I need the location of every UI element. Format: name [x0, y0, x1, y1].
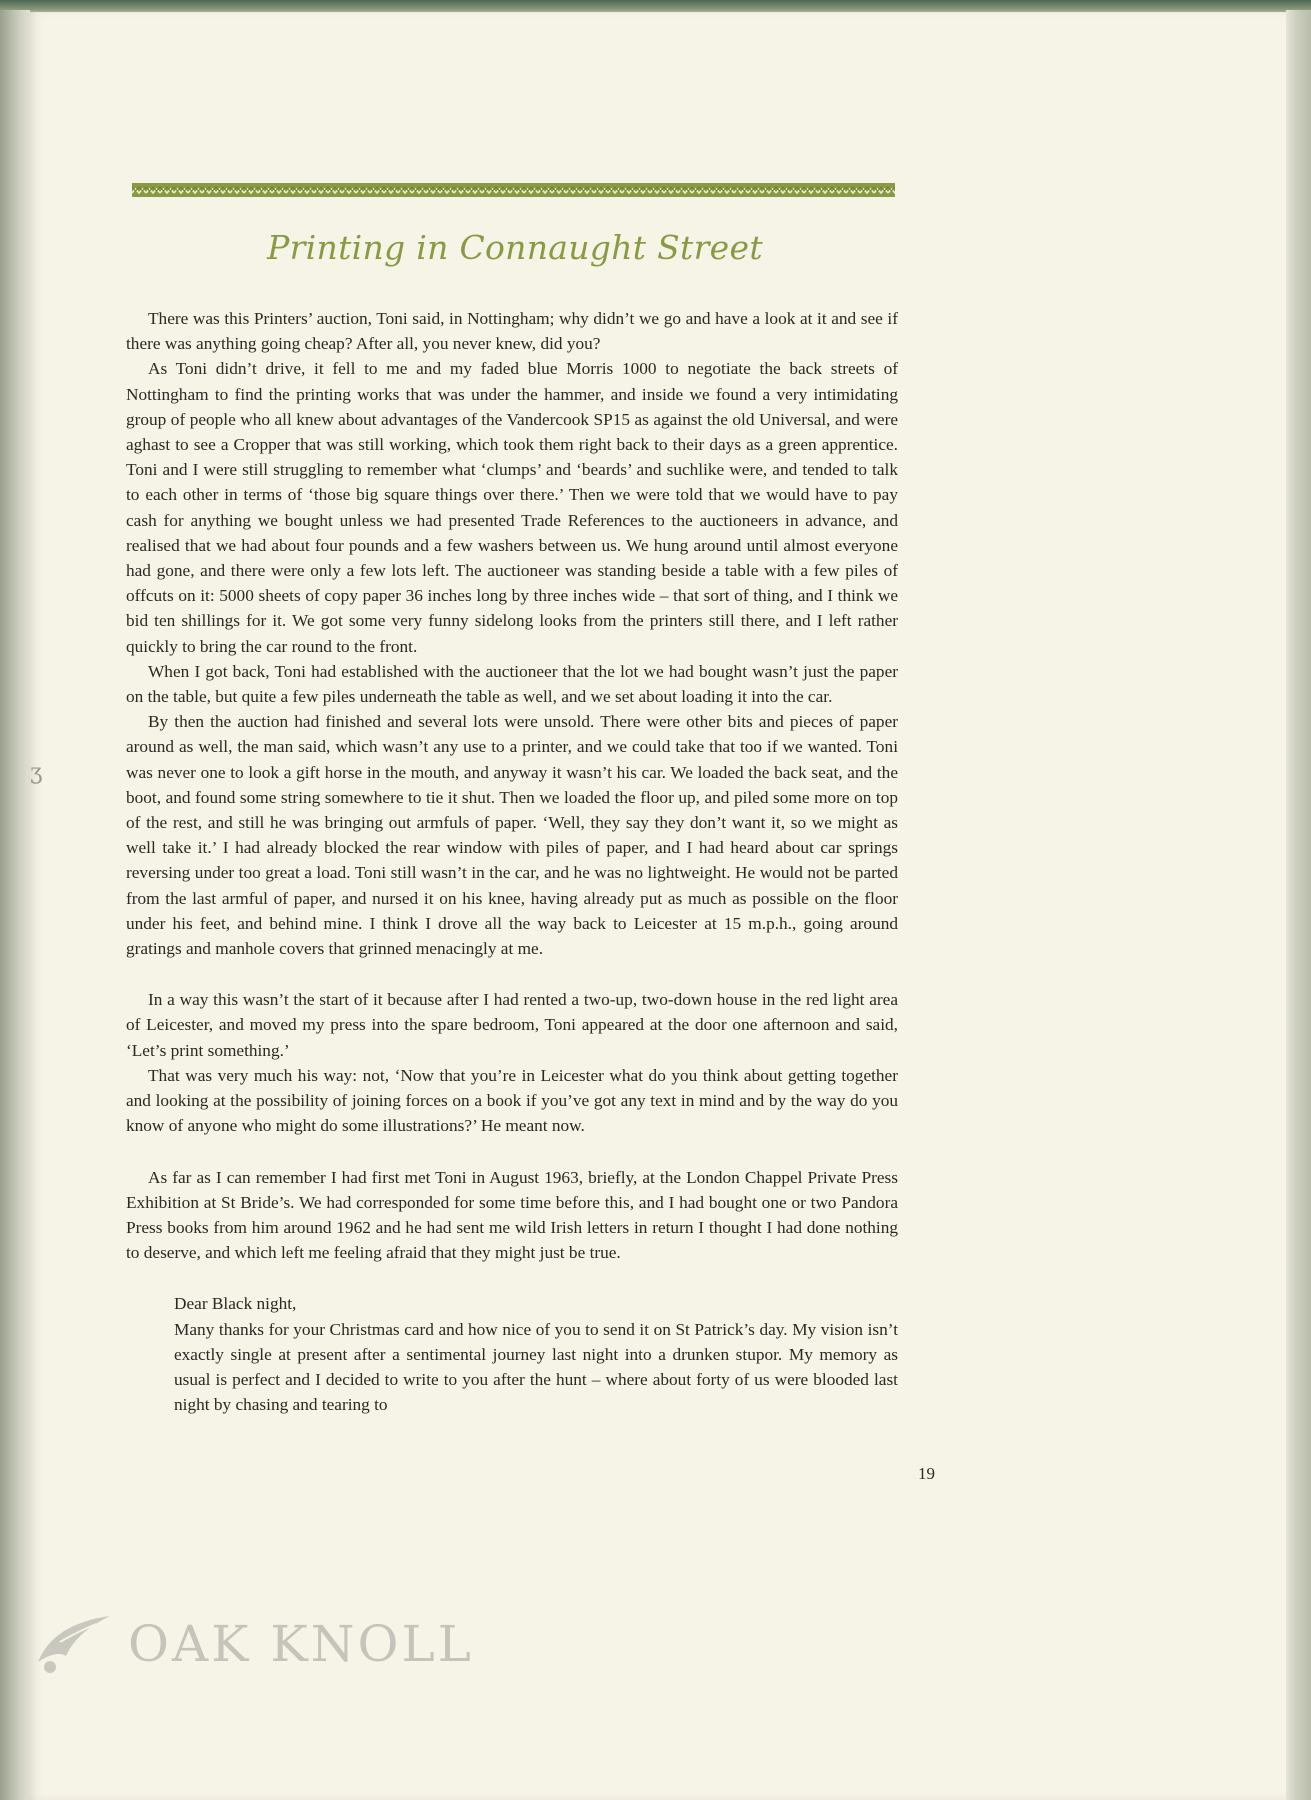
chapter-title: Printing in Connaught Street: [267, 228, 763, 267]
oak-knoll-logo-icon: [30, 1612, 118, 1676]
decorative-rule: [132, 183, 895, 197]
book-gutter: [0, 10, 30, 1800]
letter-salutation: Dear Black night,: [174, 1294, 297, 1314]
paragraph: By then the auction had finished and several lots were unsold. There were other bits and pieces of paper around as well, the man said, which wasn’t any use to a printer, and we could take that too if we wanted. Toni was never one to look a gift horse in the mouth, and anyway it wasn’t his car. We loaded the back seat, and the boot, and found some string somewhere to tie it shut. Then we loaded the floor up, and piled some more on top of the rest, and still he was bringing out armfuls of paper. ‘Well, they say they don’t want it, so we might as well take it.’ I had already blocked the rear window with piles of paper, and I had heard about car springs reversing under too great a load. Toni still wasn’t in the car, and he was no lightweight. He would not be parted from the last armful of paper, and nursed it on his knee, having already put as much as possible on the floor under his feet, and behind mine. I think I drove all the way back to Leicester at 15 m.p.h., going around gratings and manhole covers that grinned menacingly at me.: [126, 712, 898, 959]
paragraph: That was very much his way: not, ‘Now that you’re in Leicester what do you think about getting together and looking at the possibility of joining forces on a book if you’ve got any text in mind and by the way do you know of anyone who might do some illustrations?’ He meant now.: [126, 1065, 898, 1136]
paragraph: As Toni didn’t drive, it fell to me and my faded blue Morris 1000 to negotiate the back streets of Nottingham to find the printing works that was under the hammer, and inside we found a very intimidating group of people who all knew about advantages of the Vandercook SP15 as against the old Universal, and were aghast to see a Cropper that was still working, which took them right back to their days as a green apprentice. Toni and I were still struggling to remember what ‘clumps’ and ‘beards’ and suchlike were, and tended to talk to each other in terms of ‘those big square things over there.’ Then we were told that we would have to pay cash for anything we bought unless we had presented Trade References to the auctioneers in advance, and realised that we had about four pounds and a few washers between us. We hung around until almost everyone had gone, and there were only a few lots left. The auctioneer was standing beside a table with a few piles of offcuts on it: 5000 sheets of copy paper 36 inches long by three inches wide – that sort of thing, and I think we bid ten shillings for it. We got some very funny sidelong looks from the printers still there, and I left rather quickly to bring the car round to the front.: [126, 359, 898, 656]
zigzag-ornament-icon: [132, 183, 895, 197]
watermark-text: OAK KNOLL: [128, 1615, 474, 1673]
pencil-mark: ʒ: [30, 760, 43, 785]
page-fore-edge: [1286, 10, 1311, 1800]
paragraph: When I got back, Toni had established with the auctioneer that the lot we had bought wasn’t just the paper on the table, but quite a few piles underneath the table as well, and we set about loading it into the car.: [126, 661, 898, 707]
quoted-letter: [174, 1291, 898, 1417]
page-number: 19: [918, 1464, 935, 1483]
paragraph: As far as I can remember I had first met Toni in August 1963, briefly, at the London Chappel Private Press Exhibition at St Bride’s. We had corresponded for some time before this, and I had bought one or two Pandora Press books from him around 1962 and he had sent me wild Irish letters in return I thought I had done nothing to deserve, and which left me feeling afraid that they might just be true.: [126, 1167, 898, 1263]
paragraph: There was this Printers’ auction, Toni said, in Nottingham; why didn’t we go and have a look at it and see if there was anything going cheap? After all, you never knew, did you?: [126, 309, 898, 354]
watermark: [30, 1612, 474, 1676]
paragraph: In a way this wasn’t the start of it because after I had rented a two-up, two-down house in the red light area of Leicester, and moved my press into the spare bedroom, Toni appeared at the door one afternoon and said, ‘Let’s print something.’: [126, 990, 898, 1060]
letter-body: Many thanks for your Christmas card and how nice of you to send it on St Patrick’s day. My vision isn’t exactly single at present after a sentimental journey last night into a drunken stupor. My memory as usual is perfect and I decided to write to you after the hunt – where about forty of us were blooded last night by chasing and tearing to: [174, 1319, 898, 1415]
body-text: [126, 306, 898, 1417]
